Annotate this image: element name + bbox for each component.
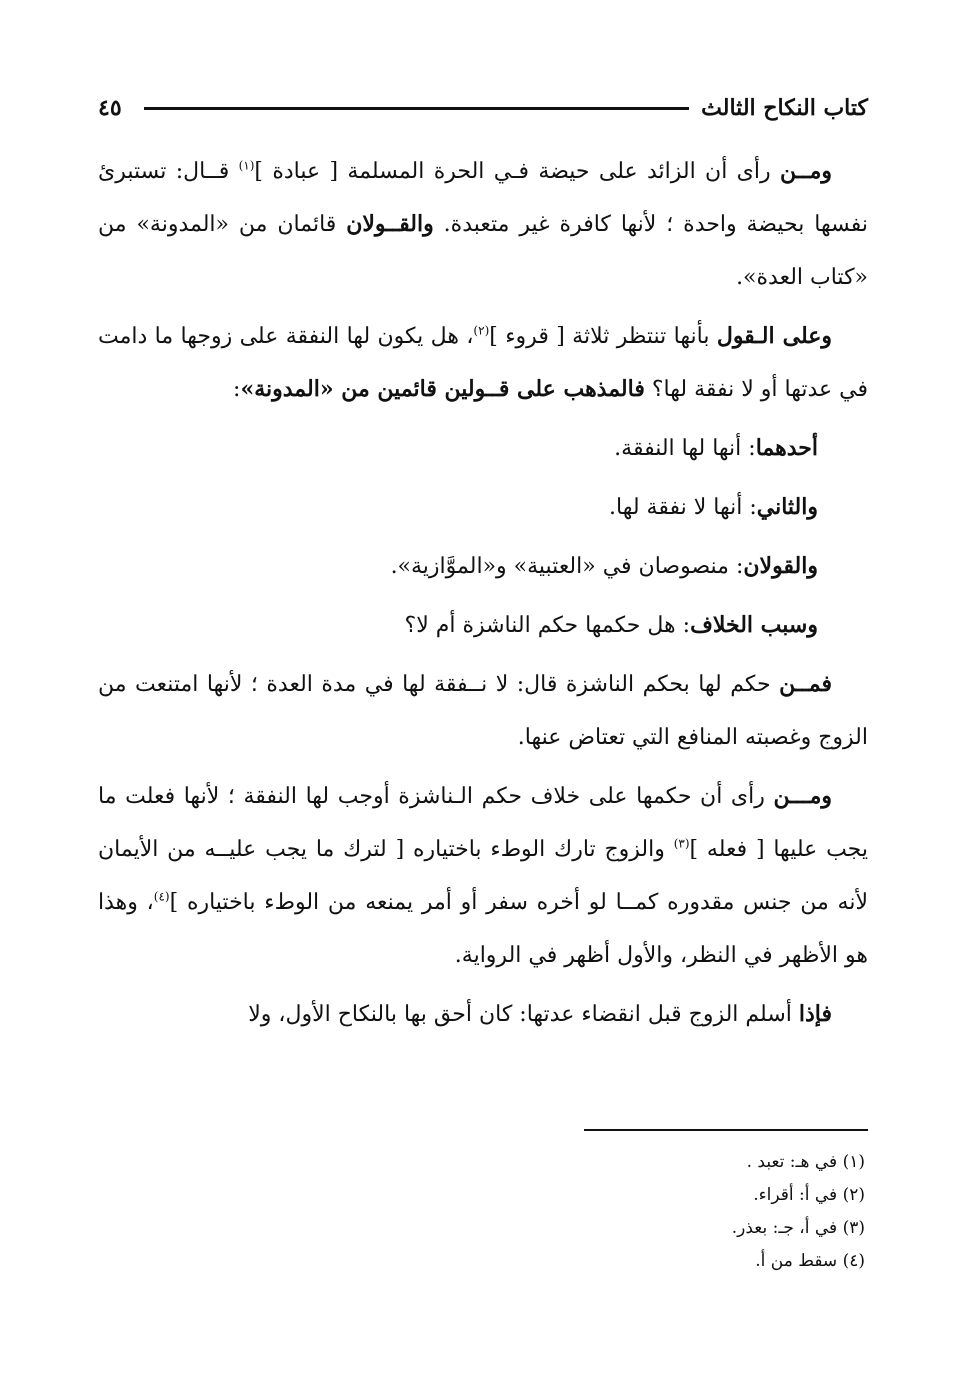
paragraph-text: رأى أن الزائد على حيضة فـي الحرة المسلمة [ عبادة ] <box>254 159 780 184</box>
paragraph-bold: والقــولان <box>346 211 434 237</box>
footnote-ref: (٤) <box>153 889 170 904</box>
main-text <box>98 145 868 1047</box>
list-item <box>98 422 868 475</box>
footnote-separator <box>584 1129 868 1131</box>
list-item-text: : منصوصان في «العتبية» و«الموَّازية». <box>390 554 744 579</box>
running-header <box>98 88 868 128</box>
paragraph <box>98 145 868 304</box>
paragraph-text: : <box>233 377 241 402</box>
list-item-lead: والثاني <box>756 494 818 520</box>
list-item-lead: أحدهما <box>755 435 818 461</box>
paragraph <box>98 770 868 982</box>
footnote-ref: (٣) <box>673 836 690 851</box>
list-item-text: : أنها لا نفقة لها. <box>609 495 757 520</box>
list-item-lead: والقولان <box>743 553 818 579</box>
list-item <box>98 481 868 534</box>
paragraph-text: حكم لها بحكم الناشزة قال: لا نــفقة لها في مدة العدة ؛ لأنها امتنعت من الزوج وغصبته المنافع التي تعتاض عنها. <box>98 672 868 750</box>
footnote-ref: (١) <box>238 158 255 173</box>
page-number: ٤٥ <box>98 95 122 121</box>
footnote-ref: (٢) <box>473 323 490 338</box>
paragraph-text: قائمان من «المدونة» من «كتاب العدة». <box>98 212 868 290</box>
list-item-text: : هل حكمها حكم الناشزة أم لا؟ <box>404 613 691 638</box>
paragraph-lead: فمــن <box>779 671 832 697</box>
paragraph-text: رأى أن حكمها على خلاف حكم الـناشزة أوجب لها النفقة ؛ لأنها فعلت ما يجب عليها [ فعله ] <box>98 784 868 862</box>
footnote: (١) في هـ: تعبد . <box>746 1152 865 1172</box>
paragraph-text: أسلم الزوج قبل انقضاء عدتها: كان أحق بها بالنكاح الأول، ولا <box>248 1002 799 1027</box>
footnote: (٤) سقط من أ. <box>755 1251 865 1271</box>
paragraph-bold: فالمذهب على قــولين قائمين من «المدونة» <box>240 376 645 402</box>
footnote: (٢) في أ: أقراء. <box>753 1185 865 1205</box>
book-title: كتاب النكاح الثالث <box>701 95 868 121</box>
paragraph-lead: ومــن <box>779 158 832 184</box>
list-item-text: : أنها لها النفقة. <box>614 436 756 461</box>
footnote: (٣) في أ، جـ: بعذر. <box>731 1218 865 1238</box>
paragraph-text: والزوج تارك الوطء باختياره [ لترك ما يجب عليــه من الأيمان لأنه من جنس مقدوره كمــا لو أخره سفر أو أمر يمنعه من الوطء باختياره ] <box>98 837 869 915</box>
paragraph <box>98 310 868 416</box>
paragraph-text: بأنها تنتظر ثلاثة [ قروء ] <box>489 324 717 349</box>
list-item <box>98 540 868 593</box>
paragraph-text: ، وهذا هو الأظهر في النظر، والأول أظهر في الرواية. <box>98 890 868 968</box>
paragraph-text: قــال: تستبرئ نفسها بحيضة واحدة ؛ لأنها كافرة غير متعبدة. <box>98 159 868 237</box>
footnotes <box>545 1146 865 1278</box>
list-item-lead: وسبب الخلاف <box>690 612 818 638</box>
paragraph <box>98 988 868 1041</box>
paragraph-text: ، هل يكون لها النفقة على زوجها ما دامت في عدتها أو لا نفقة لها؟ <box>98 324 868 402</box>
paragraph-lead: ومـــن <box>773 783 832 809</box>
list-item <box>98 599 868 652</box>
header-rule <box>144 107 690 110</box>
paragraph-lead: فإذا <box>798 1001 832 1027</box>
paragraph-lead: وعلى الـقول <box>716 323 832 349</box>
paragraph <box>98 658 868 764</box>
